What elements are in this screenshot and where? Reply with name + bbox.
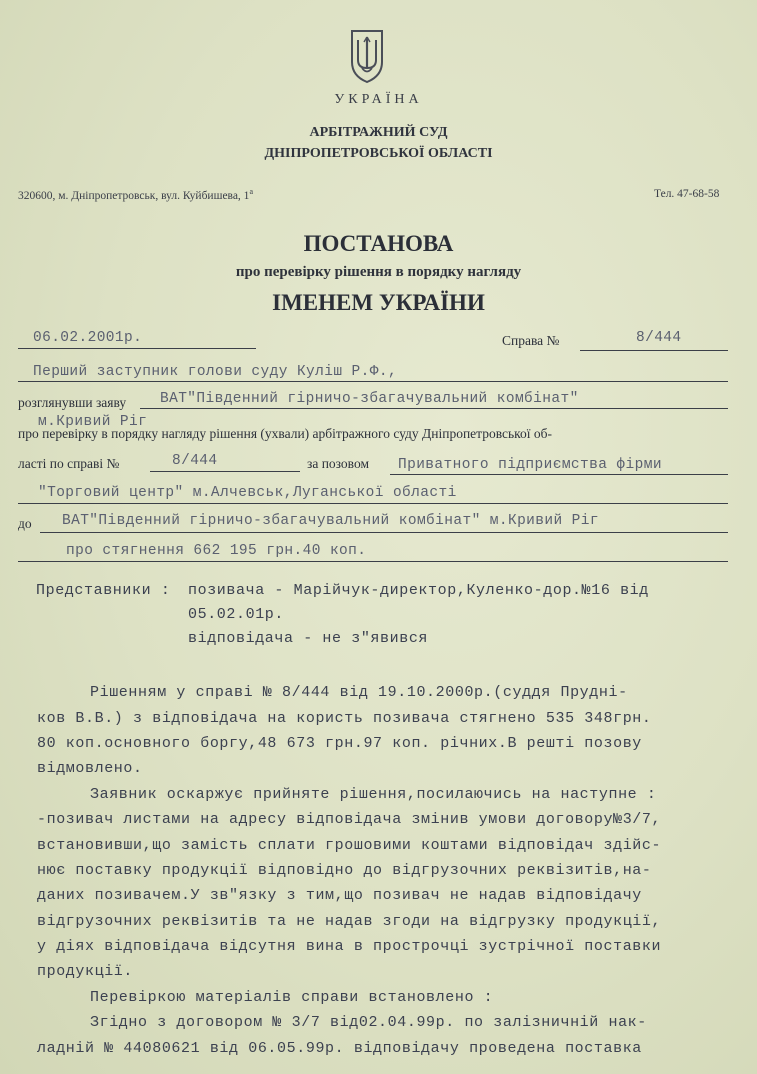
court-name-line2: ДНІПРОПЕТРОВСЬКОЇ ОБЛАСТІ — [264, 146, 493, 161]
representatives-plaintiff-cont: 05.02.01р. — [188, 606, 285, 623]
decision-date: 06.02.2001р. — [33, 330, 143, 346]
representatives-label: Представники : — [36, 582, 171, 599]
official-name: Перший заступник голови суду Кулiш Р.Ф., — [33, 364, 398, 380]
court-name-line1: АРБІТРАЖНИЙ СУД — [309, 125, 448, 140]
representatives-plaintiff: позивача - Марійчук-директор,Куленко-дор.№16 від — [188, 582, 649, 599]
considered-label: розглянувши заяву — [18, 395, 127, 410]
body-line: відгрузочних реквізитів та не надав згоди на відгрузку продукції, — [37, 913, 662, 930]
applicant-line2: м.Кривий Ріг — [38, 414, 148, 430]
body-line: Перевіркою матеріалів справи встановлено : — [90, 989, 494, 1006]
court-address-text: 320600, м. Дніпропетровськ, вул. Куйбишева, 1 — [18, 189, 250, 202]
body-line: відмовлено. — [37, 760, 143, 777]
defendant-name: ВАТ"Південний гірничо-збагачувальний комбінат" м.Кривий Ріг — [62, 513, 599, 529]
body-line: 80 коп.основного боргу,48 673 грн.97 коп. річних.В решті позову — [37, 735, 642, 752]
applicant-underline — [140, 408, 728, 409]
plaintiff-line2: "Торговий центр" м.Алчевськ,Луганської області — [38, 485, 457, 501]
subject-underline — [18, 561, 728, 562]
case-underline — [580, 350, 728, 351]
body-line: -позивач листами на адресу відповідача змінив умови договору№3/7, — [37, 811, 662, 828]
claim-subject: про стягнення 662 195 грн.40 коп. — [66, 543, 367, 559]
applicant-line1: ВАТ"Південний гірничо-збагачувальний комбінат" — [160, 391, 579, 407]
official-underline — [18, 381, 728, 382]
body-line: Рішенням у справі № 8/444 від 19.10.2000р.(суддя Пруднi- — [90, 684, 628, 701]
in-name-heading: ІМЕНЕМ УКРАЇНИ — [272, 290, 485, 315]
body-line: нює поставку продукції відповідно до відгрузочних реквізитів,на- — [37, 862, 652, 879]
body-line: ладній № 44080621 від 06.05.99р. відповідачу проведена поставка — [37, 1040, 642, 1057]
body-line: встановивши,що замість сплати грошовими коштами відповідач здійс- — [37, 837, 662, 854]
case-number-2-underline — [150, 471, 300, 472]
case-number-2: 8/444 — [172, 453, 218, 469]
plaintiff-line2-underline — [18, 503, 728, 504]
case-label: Справа № — [502, 333, 560, 348]
body-line: ков В.В.) з відповідача на користь позивача стягнено 535 348грн. — [37, 710, 652, 727]
document-subtitle: про перевірку рішення в порядку нагляду — [235, 264, 522, 280]
court-address — [18, 187, 253, 202]
plaintiff-line1: Приватного підприємства фірми — [398, 457, 662, 473]
plaintiff-underline — [390, 474, 728, 475]
coat-of-arms-icon — [348, 28, 386, 84]
body-line: у діях відповідача відсутня вина в прострочці зустрічної поставки — [37, 938, 662, 955]
representatives-defendant: відповідача - не з"явився — [188, 630, 429, 647]
body-line: даних позивачем.У зв"язку з тим,що позивач не надав відповідачу — [37, 887, 642, 904]
body-line: Згідно з договором № 3/7 від02.04.99р. по залізничній нак- — [90, 1014, 647, 1031]
to-label: до — [18, 516, 32, 531]
review-text-cont: ласті по справі № — [18, 456, 120, 471]
claim-label: за позовом — [307, 456, 369, 471]
body-line: Заявник оскаржує прийняте рішення,посилаючись на наступне : — [90, 786, 657, 803]
court-address-sup: а — [249, 187, 253, 196]
case-number: 8/444 — [636, 330, 682, 346]
date-underline — [18, 348, 256, 349]
defendant-underline — [40, 532, 728, 533]
court-phone: Тел. 47-68-58 — [654, 188, 720, 200]
country-heading: УКРАЇНА — [334, 92, 423, 107]
review-text: про перевірку в порядку нагляду рішення (ухвали) арбітражного суду Дніпропетровської об- — [18, 426, 553, 441]
body-line: продукції. — [37, 963, 134, 980]
document-title: ПОСТАНОВА — [303, 231, 454, 256]
